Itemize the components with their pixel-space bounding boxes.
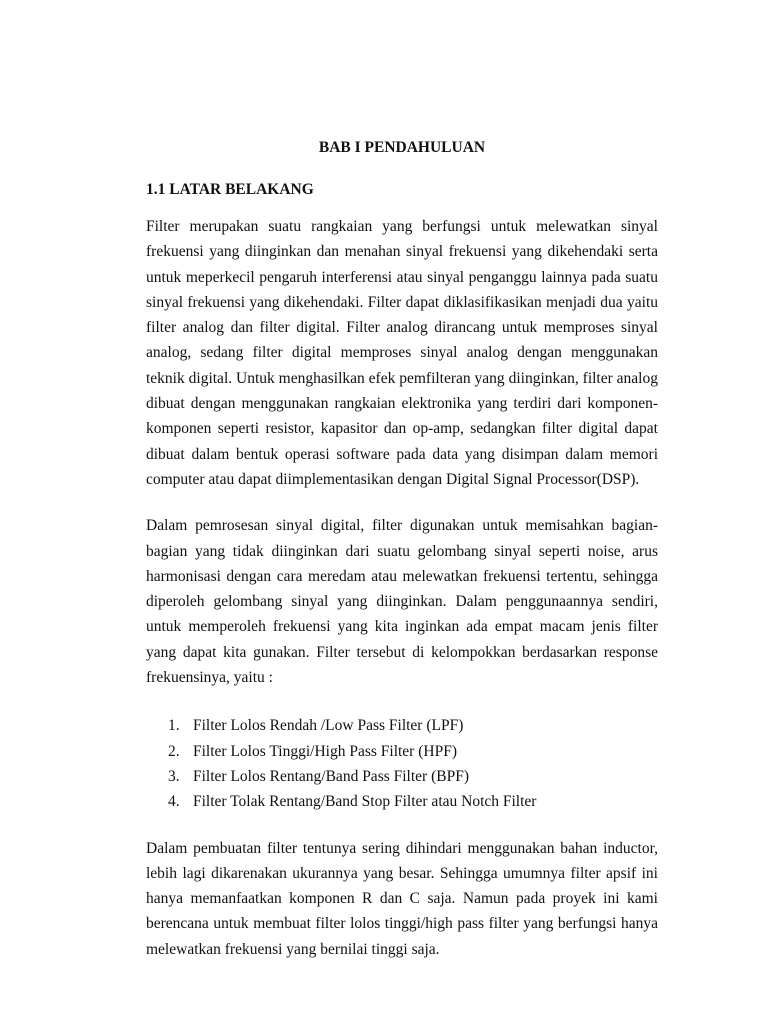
list-text: Filter Lolos Tinggi/High Pass Filter (HPF)	[193, 742, 457, 760]
list-item	[168, 789, 658, 814]
section-title: 1.1 LATAR BELAKANG	[146, 181, 314, 198]
paragraph-2: Dalam pemrosesan sinyal digital, filter digunakan untuk memisahkan bagian-bagian yang tidak diinginkan dari suatu gelombang sinyal seperti noise, arus harmonisasi dengan cara meredam atau melewatkan frekuensi tertentu, sehingga diperoleh gelombang sinyal yang diinginkan. Dalam penggunaannya sendiri, untuk memperoleh frekuensi yang kita inginkan ada empat macam jenis filter yang dapat kita gunakan. Filter tersebut di kelompokkan berdasarkan response frekuensinya, yaitu :	[146, 517, 658, 687]
list-text: Filter Lolos Rendah /Low Pass Filter (LPF)	[193, 717, 464, 735]
filter-type-list	[146, 713, 658, 814]
list-number: 3.	[168, 767, 180, 785]
paragraph-1: Filter merupakan suatu rangkaian yang berfungsi untuk melewatkan sinyal frekuensi yang diinginkan dan menahan sinyal frekuensi yang dikehendaki serta untuk meperkecil pengaruh interferensi atau sinyal penganggu lainnya pada suatu sinyal frekuensi yang dikehendaki. Filter dapat diklasifikasikan menjadi dua yaitu filter analog dan filter digital. Filter analog dirancang untuk memproses sinyal analog, sedang filter digital memproses sinyal analog dengan menggunakan teknik digital. Untuk menghasilkan efek pemfilteran yang diinginkan, filter analog dibuat dengan menggunakan rangkaian elektronika yang terdiri dari komponen-komponen seperti resistor, kapasitor dan op-amp, sedangkan filter digital dapat dibuat dalam bentuk operasi software pada data yang disimpan dalam memori computer atau dapat diimplementasikan dengan Digital Signal Processor(DSP).	[146, 218, 658, 488]
list-number: 2.	[168, 742, 180, 760]
list-number: 4.	[168, 793, 180, 811]
chapter-title: BAB I PENDAHULUAN	[318, 139, 486, 156]
paragraph-3: Dalam pembuatan filter tentunya sering dihindari menggunakan bahan inductor, lebih lagi dikarenakan ukurannya yang besar. Sehingga umumnya filter apsif ini hanya memanfaatkan komponen R dan C saja. Namun pada proyek ini kami berencana untuk membuat filter lolos tinggi/high pass filter yang berfungsi hanya melewatkan frekuensi yang bernilai tinggi saja.	[146, 839, 658, 958]
list-text: Filter Lolos Rentang/Band Pass Filter (BPF)	[193, 767, 469, 785]
list-text: Filter Tolak Rentang/Band Stop Filter atau Notch Filter	[193, 793, 537, 811]
list-item	[168, 739, 658, 764]
list-number: 1.	[168, 717, 180, 735]
list-item	[168, 764, 658, 789]
list-item	[168, 713, 658, 738]
